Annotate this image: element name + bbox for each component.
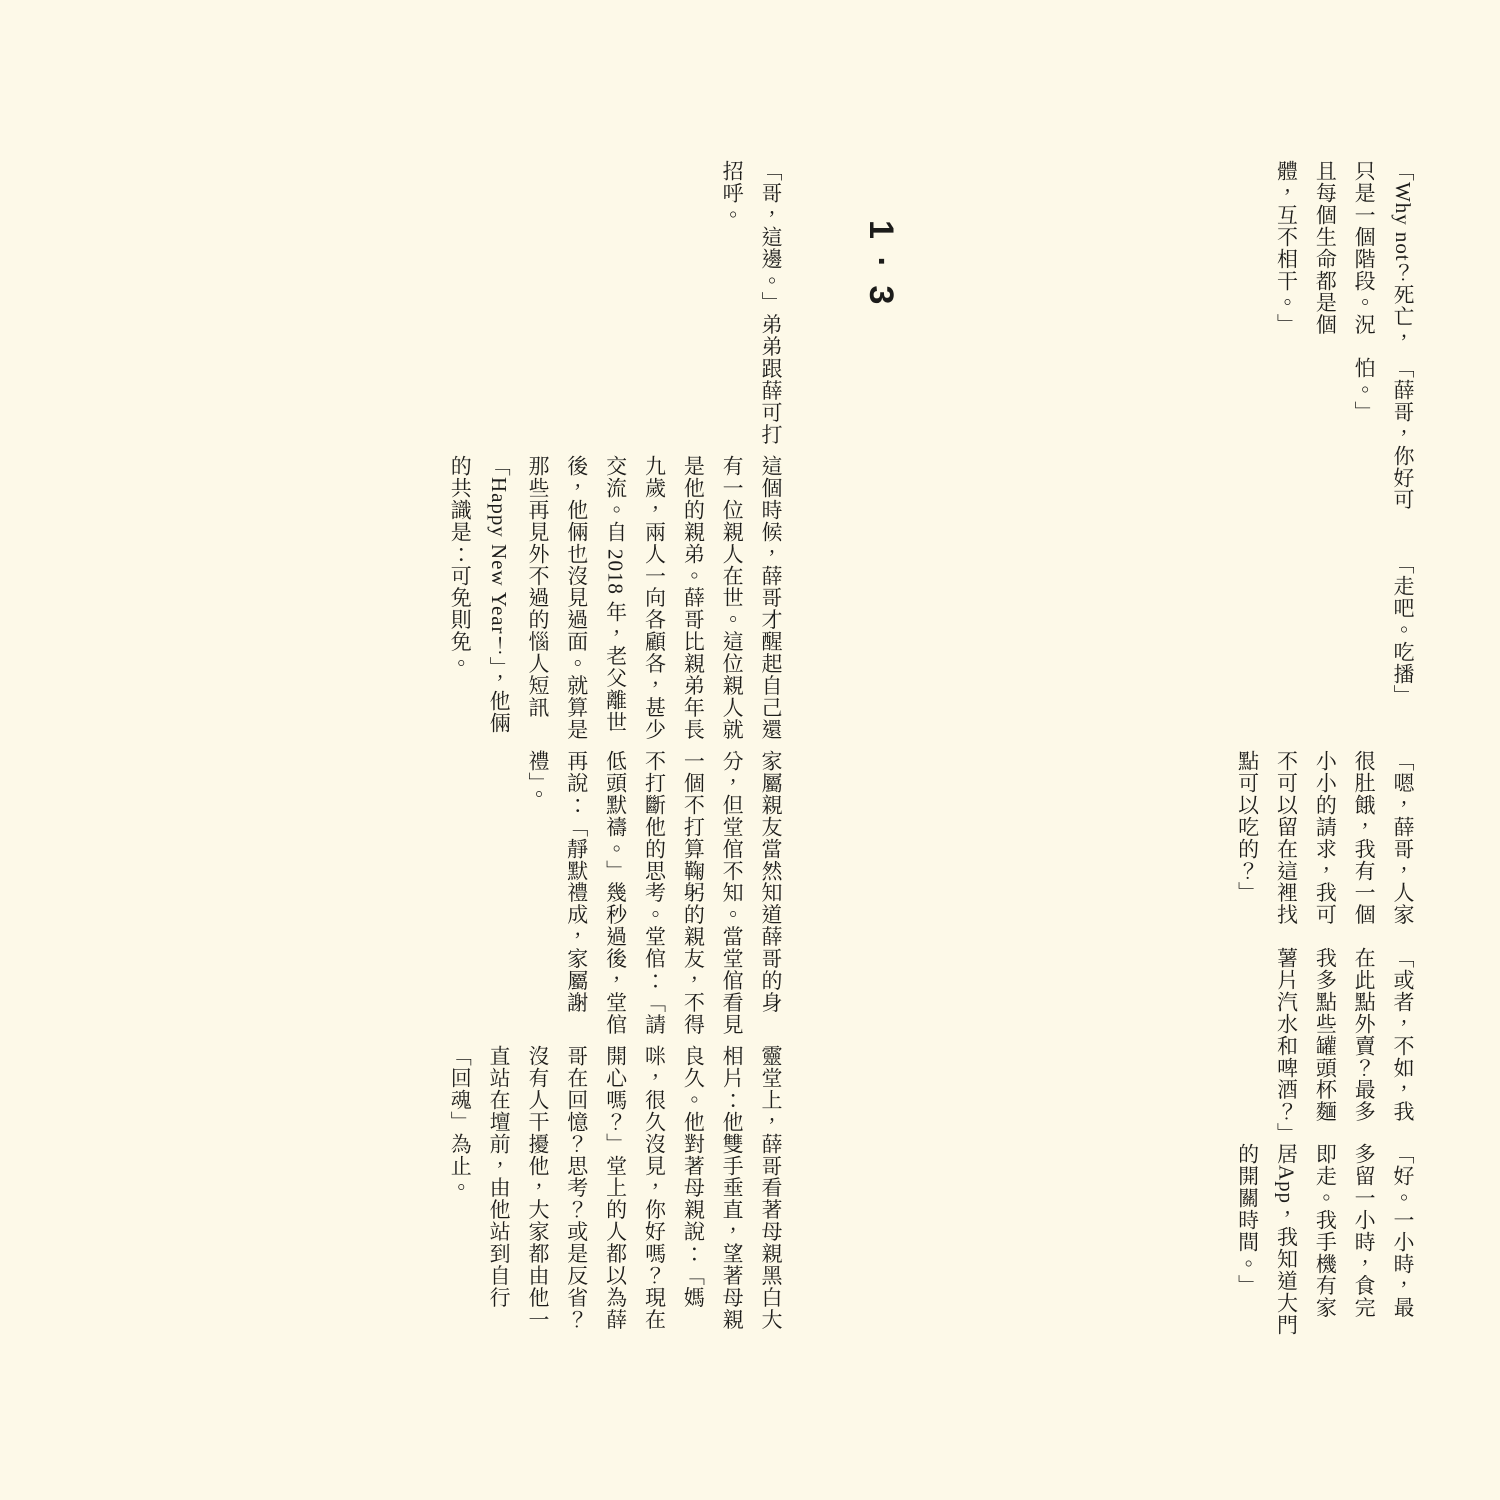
dialogue-line: 「好。一小時，最多留一小時，食完即走。我手機有家居App，我知道大門的開關時間。」 [1235, 1143, 1415, 1337]
dialogue-line: 「嗯，薛哥，人家很肚餓，我有一個小小的請求，我可不可以留在這裡找點可以吃的？」 [1235, 750, 1415, 926]
body-paragraph: 「哥，這邊。」弟弟跟薛可打招呼。 [720, 160, 783, 446]
dialogue-line: 「薛哥，你好可怕。」 [1352, 356, 1415, 511]
body-paragraph: 這個時候，薛哥才醒起自己還有一位親人在世。這位親人就是他的親弟。薛哥比親弟年長九歲，兩人一向各顧各，甚少交流。自 2018 年，老父離世後，他倆也沒見過面。就算是那些再見外不過的惱人短訊「Happy New Year！」，他倆的共識是：可免則免。 [448, 455, 783, 741]
chapter-number: 1 · 3 [862, 220, 900, 309]
body-paragraph: 家屬親友當然知道薛哥的身分，但堂倌不知。當堂倌看見一個不打算鞠躬的親友，不得不打斷他的思考。堂倌：「請低頭默禱。」幾秒過後，堂倌再說：「靜默禮成，家屬謝禮」。 [525, 750, 783, 1036]
body-paragraph: 靈堂上，薛哥看著母親黑白大相片：他雙手垂直，望著母親良久。他對著母親說：「媽咪，很久沒見，你好嗎？現在開心嗎？」堂上的人都以為薛哥在回憶？思考？或是反省？沒有人干擾他，大家都由他一直站在壇前，由他站到自行「回魂」為止。 [448, 1045, 783, 1331]
dialogue-line: 「Why not？死亡，只是一個階段。況且每個生命都是個體，互不相干。」 [1274, 160, 1415, 350]
dialogue-line: 「走吧。吃播」 [1391, 553, 1415, 708]
dialogue-line: 「或者，不如，我在此點外賣？最多我多點些罐頭杯麵薯片汽水和啤酒？」 [1274, 946, 1415, 1145]
body-text-block [30, 160, 790, 1340]
dialogue-block [1228, 160, 1422, 1340]
